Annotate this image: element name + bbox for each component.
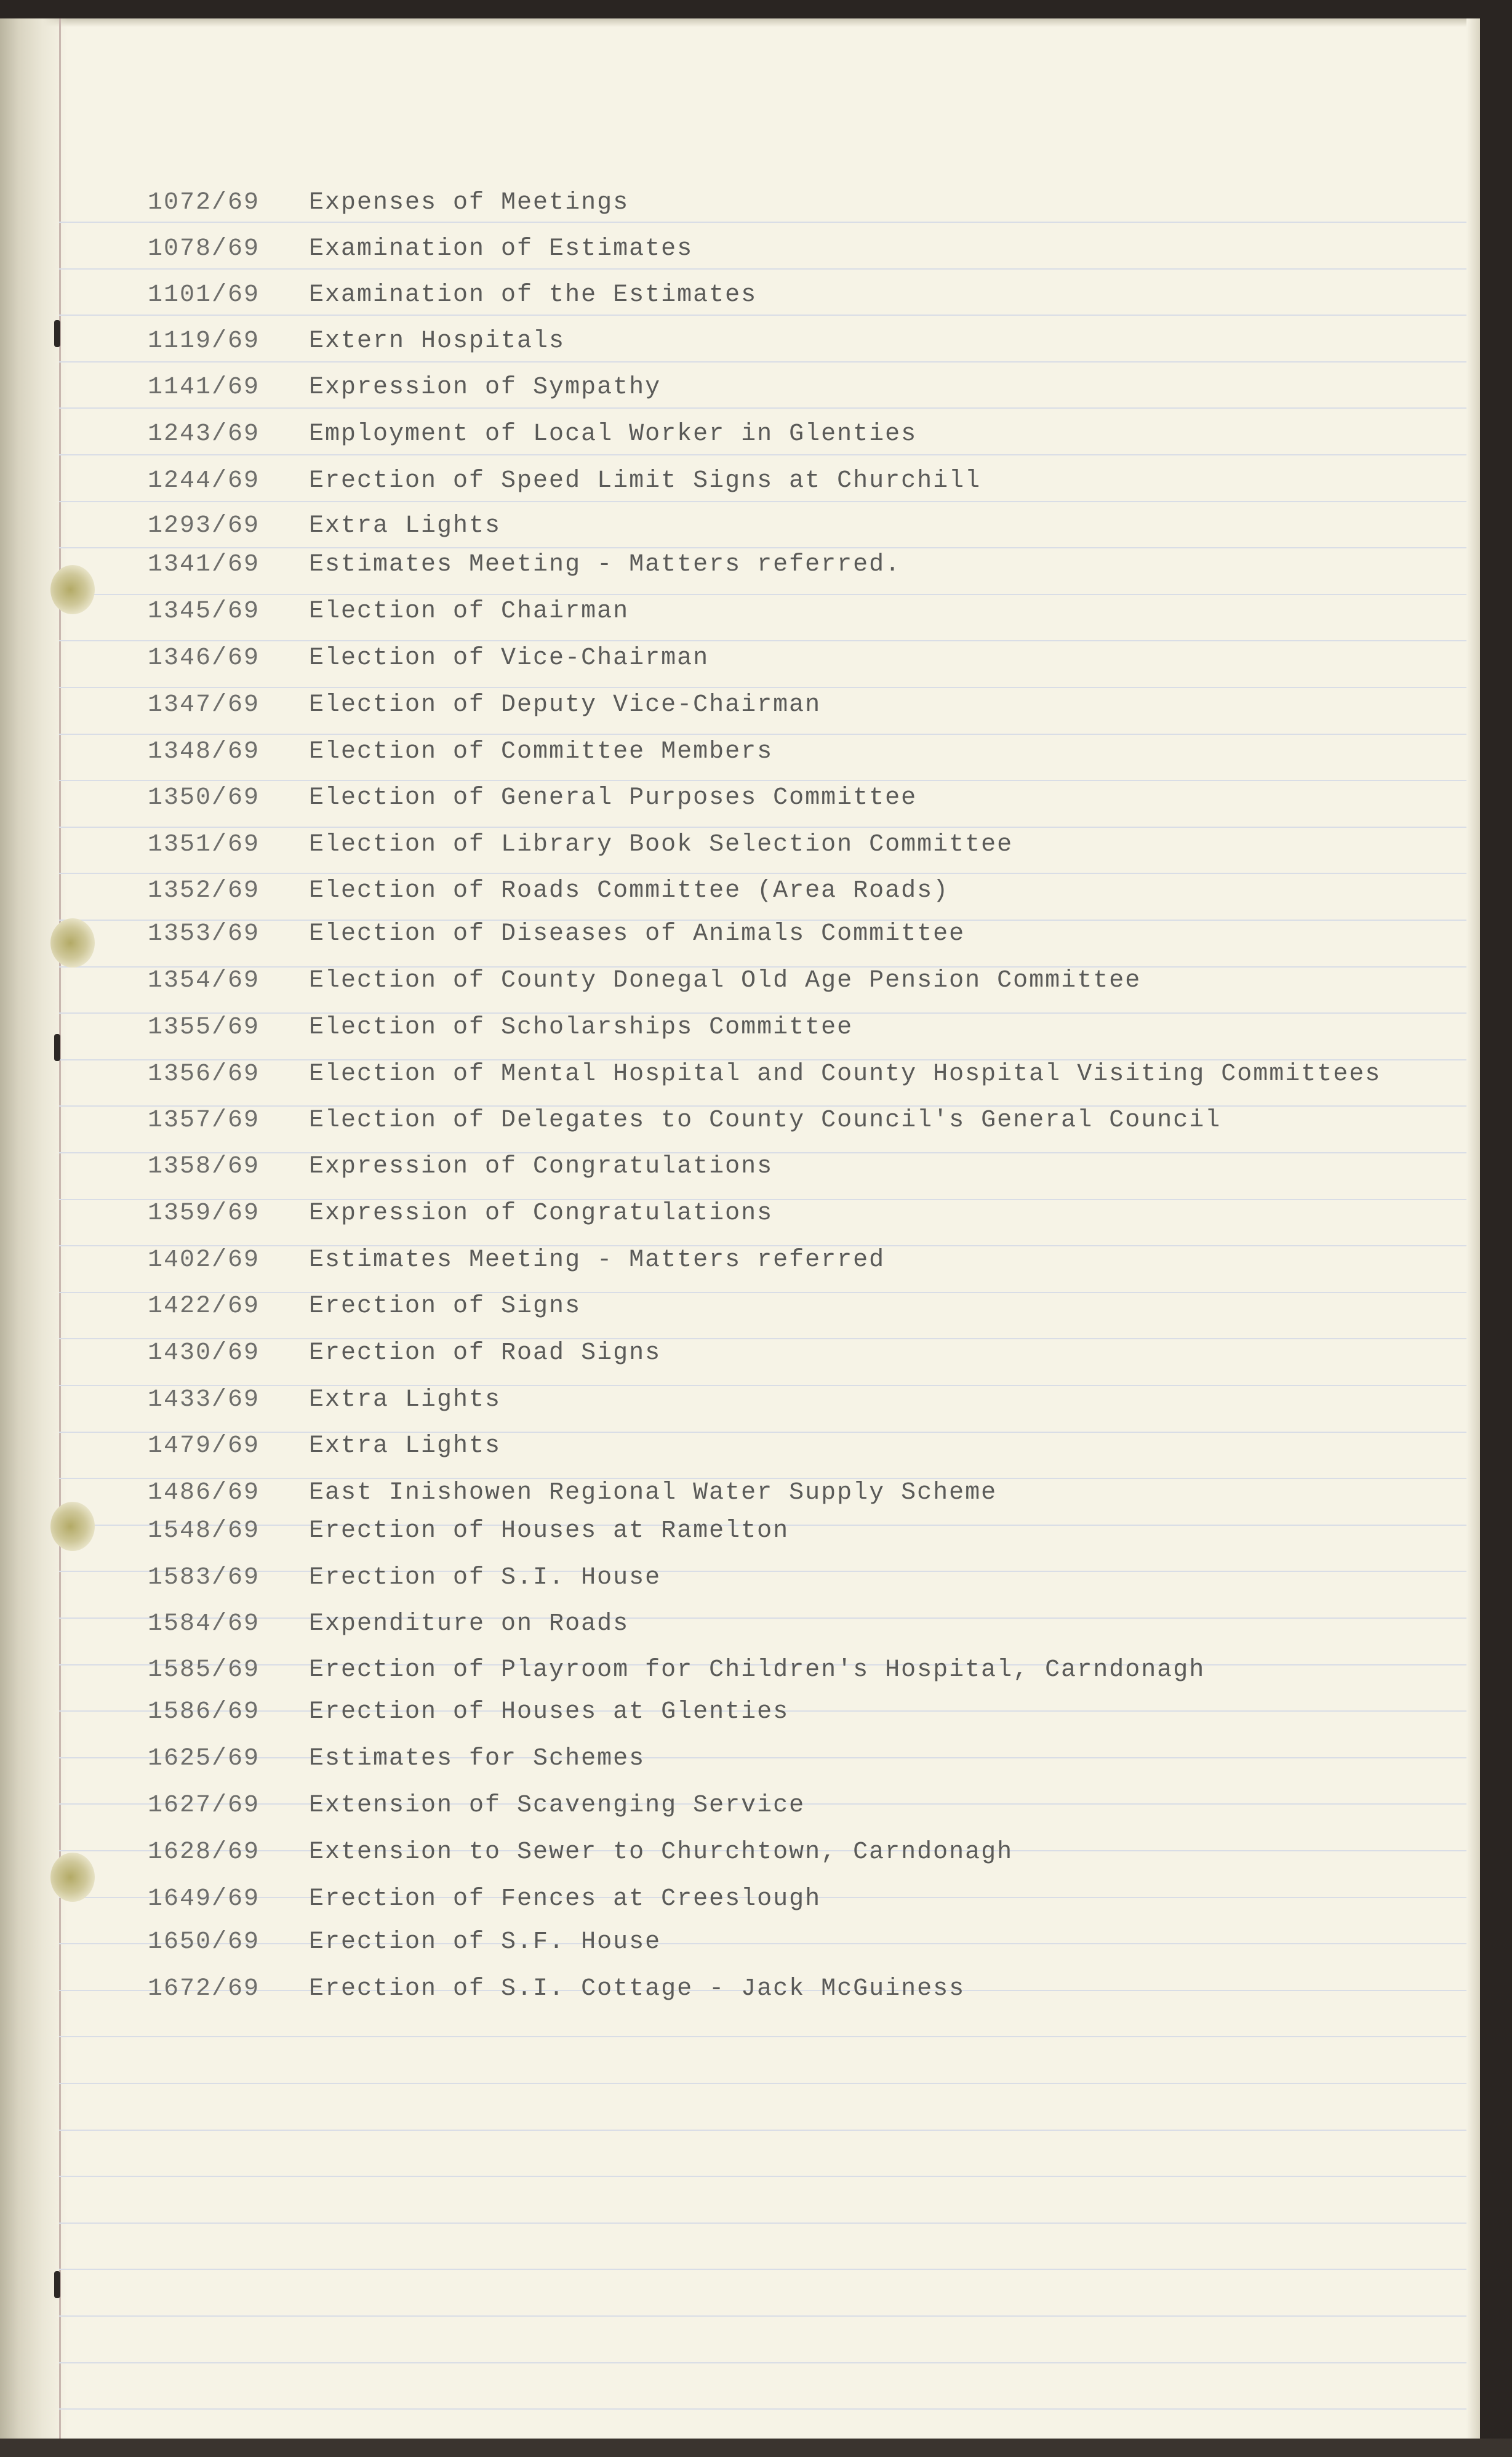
entry-reference: 1585/69 (148, 1656, 260, 1684)
entry-reference: 1101/69 (148, 281, 260, 309)
index-entry (148, 509, 501, 543)
page-nick (54, 1034, 60, 1061)
entry-reference: 1627/69 (148, 1792, 260, 1819)
index-entry (148, 1476, 997, 1510)
ruled-line (59, 2269, 1466, 2270)
entry-reference: 1422/69 (148, 1293, 260, 1320)
entry-reference: 1341/69 (148, 551, 260, 579)
entry-title: Extra Lights (309, 512, 502, 540)
punch-hole (50, 1502, 95, 1551)
entry-reference: 1625/69 (148, 1745, 260, 1773)
punch-hole (50, 565, 95, 614)
entry-reference: 1649/69 (148, 1885, 260, 1913)
index-entry (148, 1653, 1205, 1688)
entry-title: Estimates Meeting - Matters referred. (309, 551, 902, 579)
scan-bottom-edge (0, 2439, 1512, 2457)
entry-reference: 1355/69 (148, 1014, 260, 1041)
index-entry (148, 1057, 1381, 1092)
entry-reference: 1479/69 (148, 1432, 260, 1460)
entry-title: Estimates Meeting - Matters referred (309, 1246, 886, 1274)
index-entry (148, 278, 757, 313)
index-entry (148, 641, 709, 676)
entry-title: Erection of Speed Limit Signs at Churchill (309, 467, 982, 495)
index-entry (148, 1561, 661, 1595)
entry-reference: 1352/69 (148, 877, 260, 905)
entry-reference: 1345/69 (148, 598, 260, 625)
entry-reference: 1078/69 (148, 235, 260, 263)
entry-reference: 1584/69 (148, 1610, 260, 1638)
ruled-line (59, 268, 1466, 270)
entry-title: Erection of Fences at Creeslough (309, 1885, 822, 1913)
entry-title: Erection of Road Signs (309, 1339, 662, 1367)
entry-title: Erection of S.F. House (309, 1928, 662, 1956)
entry-title: Election of Committee Members (309, 738, 774, 766)
entry-title: Extension of Scavenging Service (309, 1792, 806, 1819)
entry-reference: 1293/69 (148, 512, 260, 540)
index-entry (148, 1243, 885, 1278)
entry-title: Expenditure on Roads (309, 1610, 630, 1638)
entry-reference: 1650/69 (148, 1928, 260, 1956)
entry-title: Election of General Purposes Committee (309, 784, 918, 812)
entry-title: Erection of Signs (309, 1293, 582, 1320)
index-entry (148, 595, 629, 629)
entry-title: Election of Roads Committee (Area Roads) (309, 877, 950, 905)
entry-title: Election of Scholarships Committee (309, 1014, 854, 1041)
entry-reference: 1243/69 (148, 420, 260, 448)
index-entry (148, 371, 661, 405)
entry-reference: 1430/69 (148, 1339, 260, 1367)
entry-title: Election of Vice-Chairman (309, 644, 710, 672)
entry-reference: 1486/69 (148, 1479, 260, 1507)
entry-reference: 1583/69 (148, 1564, 260, 1592)
entry-reference: 1357/69 (148, 1107, 260, 1134)
index-entry (148, 1972, 965, 2006)
margin-line (59, 18, 61, 2440)
page-nick (54, 2271, 60, 2298)
index-entry (148, 1150, 773, 1184)
binding-shadow (0, 18, 68, 2440)
index-entry (148, 964, 1141, 998)
index-entry (148, 232, 693, 267)
entry-title: Erection of S.I. House (309, 1564, 662, 1592)
entry-title: Erection of Houses at Ramelton (309, 1517, 790, 1545)
entry-title: Extra Lights (309, 1386, 502, 1414)
index-entry (148, 1104, 1221, 1138)
index-entry (148, 735, 773, 769)
entry-reference: 1346/69 (148, 644, 260, 672)
entry-reference: 1586/69 (148, 1698, 260, 1726)
entry-reference: 1433/69 (148, 1386, 260, 1414)
index-entry (148, 417, 917, 452)
index-entry (148, 688, 821, 723)
index-entry (148, 1695, 789, 1730)
index-entry (148, 1336, 661, 1371)
entry-reference: 1244/69 (148, 467, 260, 495)
ruled-line (59, 407, 1466, 409)
index-entry (148, 1383, 501, 1417)
entry-title: Expression of Congratulations (309, 1200, 774, 1227)
page-right-edge (1466, 18, 1480, 2440)
ruled-line (59, 2130, 1466, 2131)
index-entry (148, 1289, 581, 1324)
ruled-line (59, 2408, 1466, 2410)
entry-reference: 1141/69 (148, 374, 260, 401)
entry-reference: 1351/69 (148, 831, 260, 859)
entry-title: Extension to Sewer to Churchtown, Carndonagh (309, 1838, 1014, 1866)
entry-reference: 1353/69 (148, 920, 260, 948)
entry-title: Estimates for Schemes (309, 1745, 646, 1773)
index-entry (148, 324, 565, 359)
entry-reference: 1548/69 (148, 1517, 260, 1545)
ruled-line (59, 2362, 1466, 2363)
entry-title: Election of County Donegal Old Age Pension Committee (309, 967, 1142, 995)
punch-hole (50, 918, 95, 968)
entry-reference: 1354/69 (148, 967, 260, 995)
entry-reference: 1119/69 (148, 327, 260, 355)
entry-title: East Inishowen Regional Water Supply Scheme (309, 1479, 998, 1507)
index-entry (148, 874, 949, 908)
entry-title: Employment of Local Worker in Glenties (309, 420, 918, 448)
index-entry (148, 548, 901, 582)
entry-reference: 1359/69 (148, 1200, 260, 1227)
index-entry (148, 828, 1013, 862)
index-entry (148, 1882, 821, 1917)
entry-title: Erection of Houses at Glenties (309, 1698, 790, 1726)
entry-title: Election of Library Book Selection Committee (309, 831, 1014, 859)
index-entry (148, 1607, 629, 1641)
entry-title: Election of Deputy Vice-Chairman (309, 691, 822, 719)
entry-reference: 1672/69 (148, 1975, 260, 2003)
entry-reference: 1347/69 (148, 691, 260, 719)
index-entry (148, 1429, 501, 1464)
entry-title: Expression of Sympathy (309, 374, 662, 401)
entry-title: Election of Mental Hospital and County Hospital Visiting Committees (309, 1060, 1382, 1088)
ruled-line (59, 454, 1466, 455)
index-entry (148, 1789, 805, 1823)
page-top-edge (0, 18, 1480, 27)
index-entry (148, 1514, 789, 1549)
ruled-line (59, 2083, 1466, 2084)
ruled-line (59, 2223, 1466, 2224)
entry-title: Extra Lights (309, 1432, 502, 1460)
entry-reference: 1350/69 (148, 784, 260, 812)
entry-reference: 1072/69 (148, 189, 260, 217)
index-entry (148, 186, 629, 220)
punch-hole (50, 1853, 95, 1902)
entry-title: Expression of Congratulations (309, 1153, 774, 1180)
entry-title: Election of Chairman (309, 598, 630, 625)
entry-title: Election of Diseases of Animals Committee (309, 920, 966, 948)
index-entry (148, 781, 917, 816)
entry-reference: 1356/69 (148, 1060, 260, 1088)
index-entry (148, 1925, 661, 1960)
entry-reference: 1402/69 (148, 1246, 260, 1274)
index-entry (148, 1011, 853, 1045)
ruled-line (59, 2176, 1466, 2177)
entry-title: Erection of S.I. Cottage - Jack McGuiness (309, 1975, 966, 2003)
entry-reference: 1348/69 (148, 738, 260, 766)
entry-title: Extern Hospitals (309, 327, 566, 355)
index-entry (148, 464, 981, 499)
entry-title: Erection of Playroom for Children's Hospital, Carndonagh (309, 1656, 1206, 1684)
entry-title: Examination of Estimates (309, 235, 694, 263)
index-entry (148, 1742, 645, 1776)
ruled-line (59, 361, 1466, 363)
page-nick (54, 320, 60, 347)
ruled-line (59, 315, 1466, 316)
entry-title: Expenses of Meetings (309, 189, 630, 217)
ruled-line (59, 2315, 1466, 2317)
entry-reference: 1358/69 (148, 1153, 260, 1180)
entry-title: Election of Delegates to County Council's General Council (309, 1107, 1222, 1134)
ledger-page (0, 18, 1480, 2440)
ruled-line (59, 2036, 1466, 2037)
ruled-line (59, 222, 1466, 223)
index-entry (148, 1835, 1013, 1870)
entry-reference: 1628/69 (148, 1838, 260, 1866)
index-entry (148, 917, 965, 952)
index-entry (148, 1196, 773, 1231)
entry-title: Examination of the Estimates (309, 281, 758, 309)
ruled-line (59, 501, 1466, 502)
